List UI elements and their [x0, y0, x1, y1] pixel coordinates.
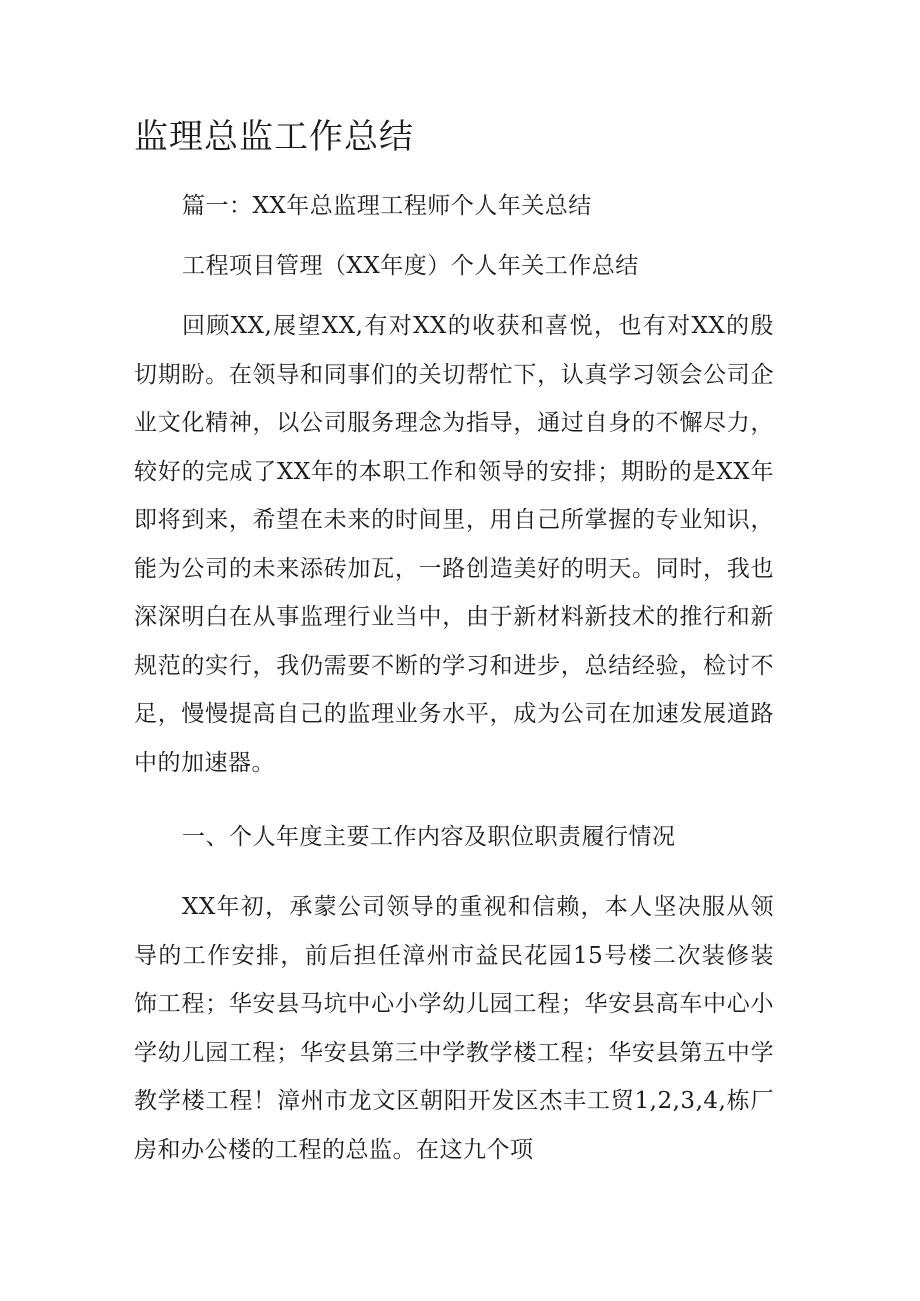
document-title: 监理总监工作总结: [134, 117, 414, 157]
section-one-paragraph: XX年初，承蒙公司领导的重视和信赖，本人坚决服从领导的工作安排，前后担任漳州市益民花园15号楼二次装修装饰工程；华安县马坑中心小学幼儿园工程；华安县高车中心小学幼儿园工程；华安县第三中学教学楼工程；华安县第五中学教学楼工程！漳州市龙文区朝阳开发区杰丰工贸1,2,3,4,栋厂房和办公楼的工程的总监。在这九个项: [134, 894, 774, 1163]
document-page: [134, 112, 774, 1200]
chapter-heading: 篇一：XX年总监理工程师个人年关总结: [182, 193, 592, 219]
section-one-heading: 一、个人年度主要工作内容及职位职责履行情况: [182, 824, 676, 850]
intro-paragraph: 回顾XX,展望XX,有对XX的收获和喜悦，也有对XX的殷切期盼。在领导和同事们的关切帮忙下，认真学习领会公司企业文化精神，以公司服务理念为指导，通过自身的不懈尽力，较好的完成了XX年的本职工作和领导的安排；期盼的是XX年即将到来，希望在未来的时间里，用自己所掌握的专业知识，能为公司的未来添砖加瓦，一路创造美好的明天。同时，我也深深明白在从事监理行业当中，由于新材料新技术的推行和新规范的实行，我仍需要不断的学习和进步，总结经验，检讨不足，慢慢提高自己的监理业务水平，成为公司在加速发展道路中的加速器。: [134, 313, 774, 776]
report-heading: 工程项目管理（XX年度）个人年关工作总结: [182, 253, 639, 279]
